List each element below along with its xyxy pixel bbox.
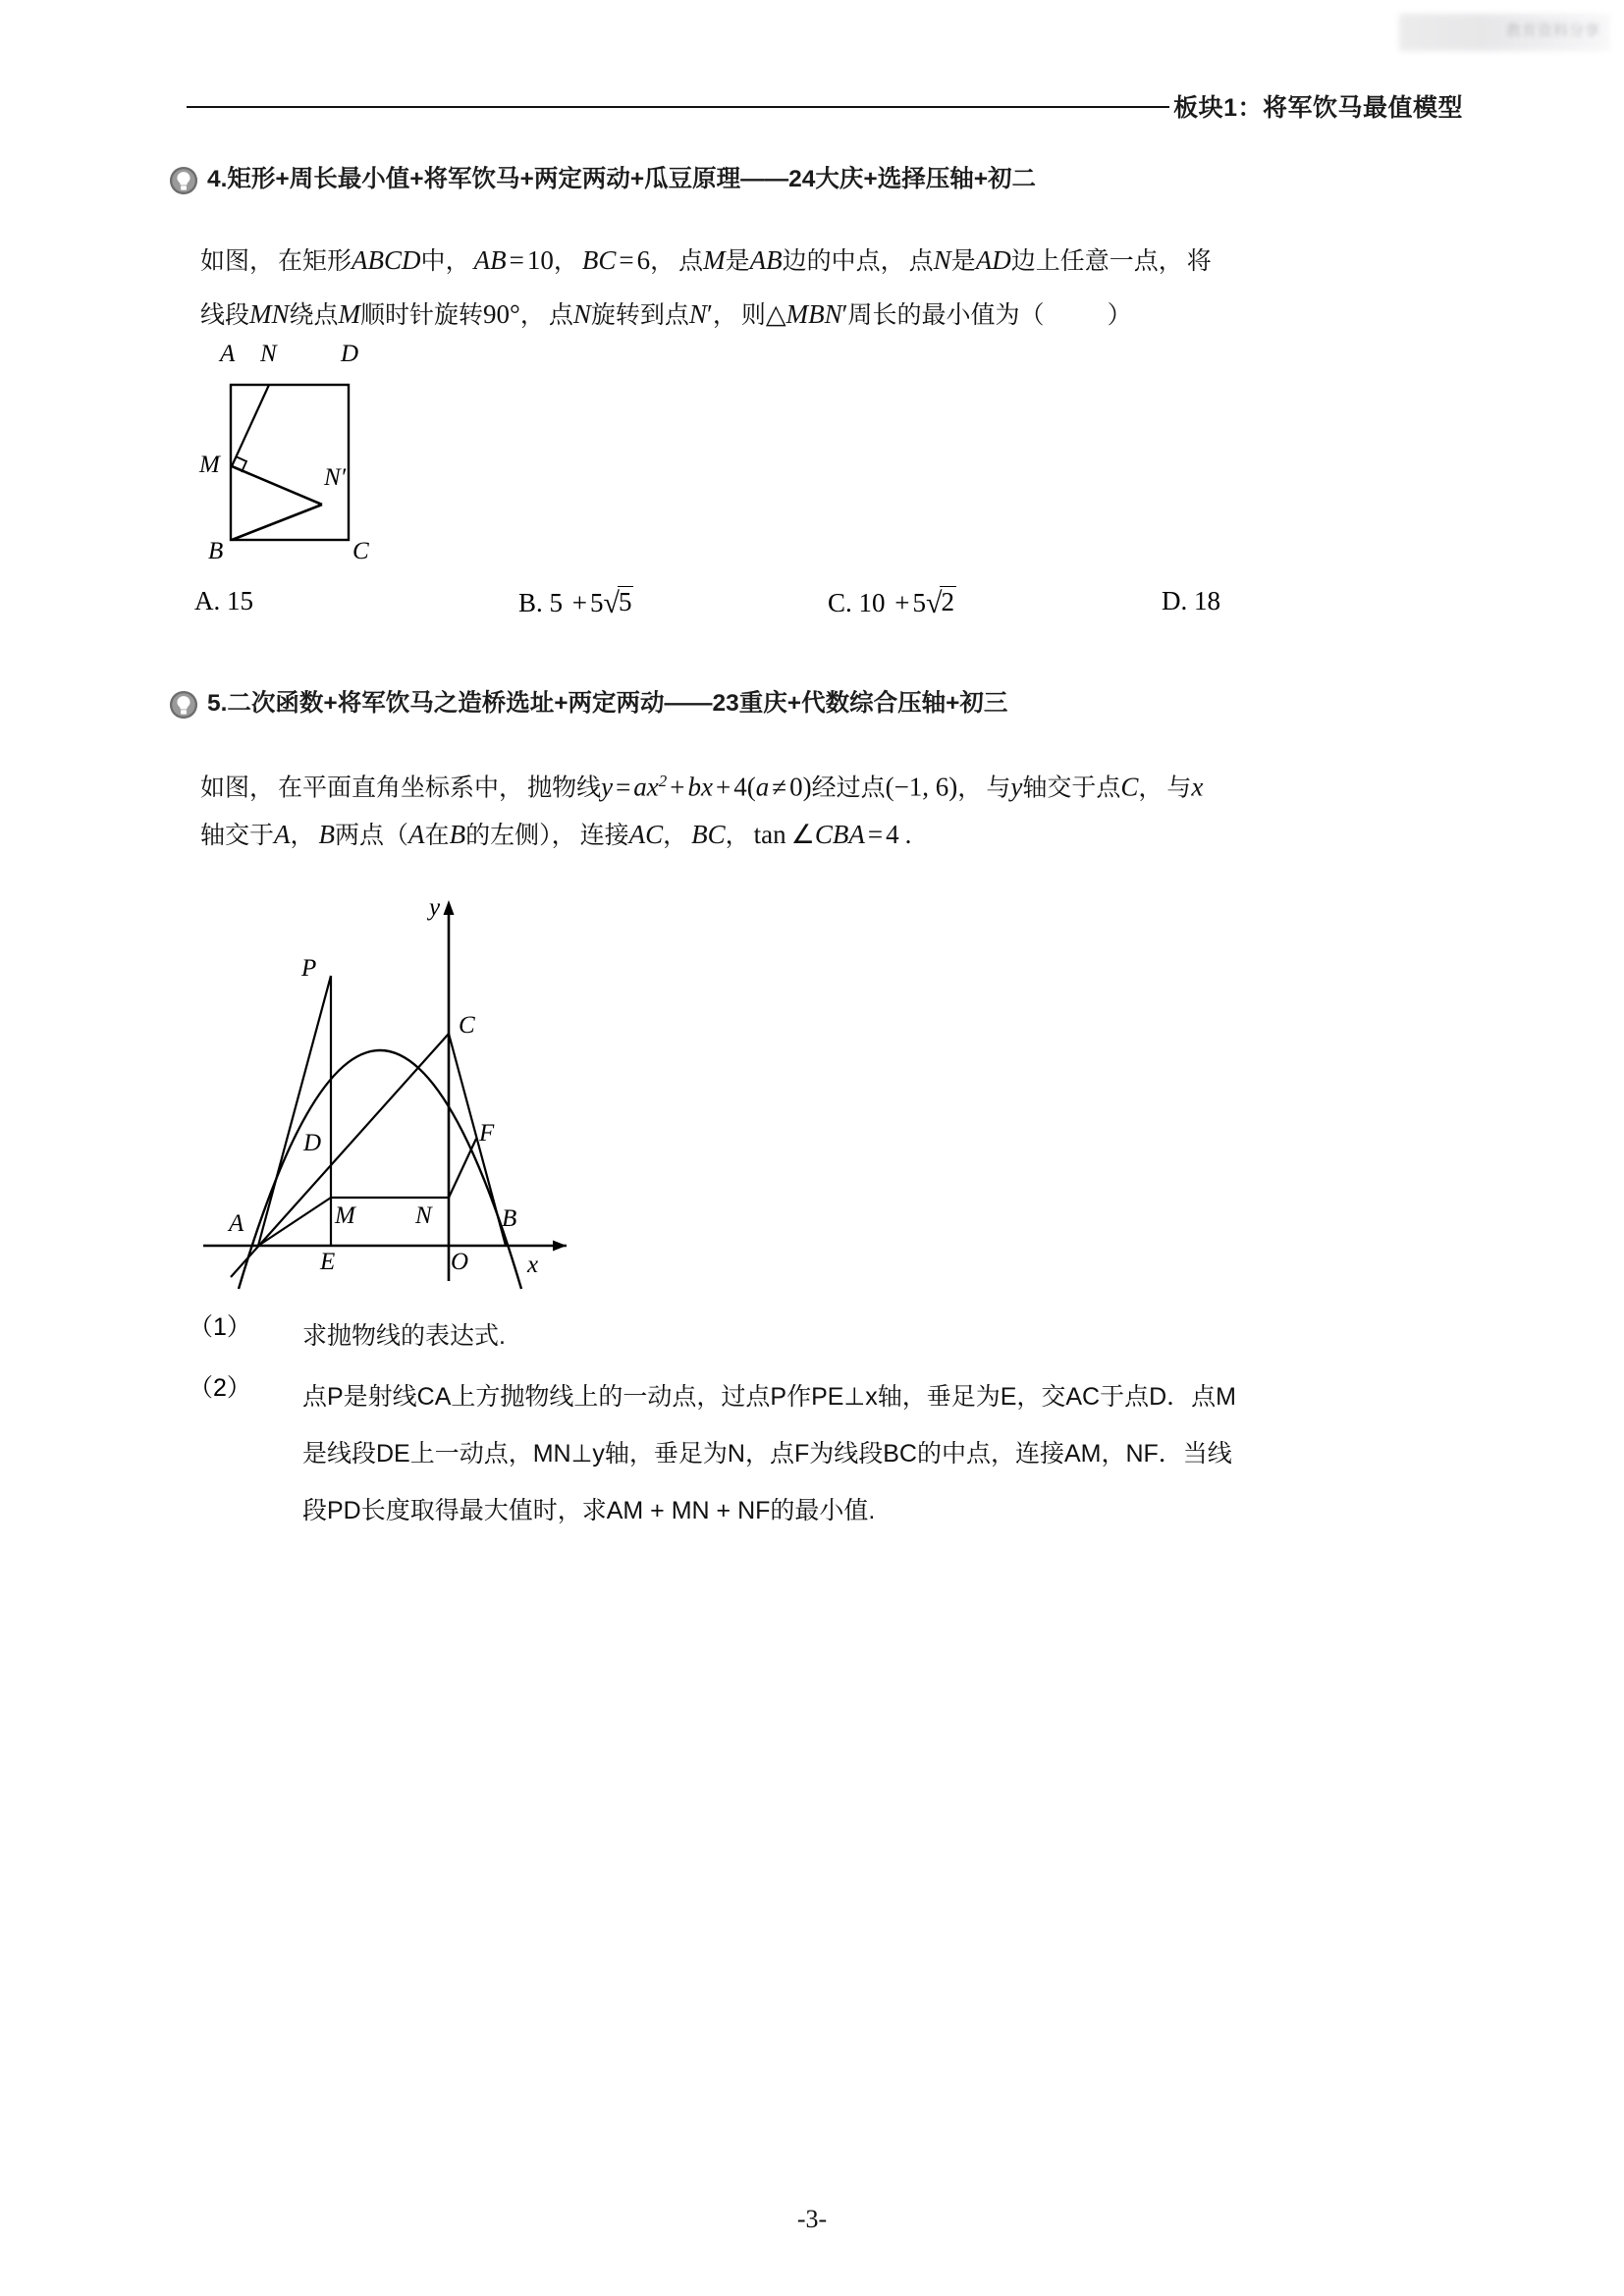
prime-mark: ′ (706, 299, 713, 329)
math-num: 0) (789, 772, 812, 802)
sqrt-icon: √5 (603, 587, 632, 619)
comma: ， (1158, 247, 1183, 275)
text-frag: 点 (678, 247, 704, 275)
text-frag: 点 (908, 247, 934, 275)
sub-question-2-line-1: 点P是射线CA上方抛物线上的一动点，过点P作PE⊥x轴，垂足为E，交AC于点D．点M (302, 1383, 1236, 1411)
math-var: A (274, 820, 291, 849)
math-var: AB (749, 245, 783, 275)
math-var: AD (975, 245, 1011, 275)
math-var: CBA (814, 820, 865, 849)
text-frag: 线段 (200, 301, 250, 329)
figure-label-M: M (199, 452, 220, 478)
math-var: M (338, 299, 361, 329)
problem-4-statement-line-2 (200, 288, 1132, 343)
problem-5-statement-line-1 (200, 754, 1203, 816)
figure-label-N: N (260, 341, 277, 367)
text-frag: 轴交于 (200, 822, 275, 849)
math-var: AC (628, 820, 664, 849)
figure-label-B: B (502, 1205, 517, 1232)
text-frag: 是 (950, 247, 976, 275)
math-var: bx (687, 772, 713, 802)
math-point: (−1, 6) (885, 772, 958, 802)
comma: ， (551, 822, 576, 849)
figure-label-C: C (352, 538, 369, 564)
text-frag: 边上任意一点 (1010, 247, 1159, 275)
text-frag: 边的中点 (782, 247, 881, 275)
angle-symbol: ∠ (790, 820, 815, 849)
text-frag: 顺时针旋转 (360, 301, 484, 329)
option-D-value: 18 (1194, 586, 1220, 615)
option-C[interactable] (828, 586, 956, 619)
problem-4-options (194, 586, 1373, 631)
rectangle-abcd-svg (191, 348, 437, 584)
math-num: 10 (526, 245, 554, 275)
math-var: MN (249, 299, 290, 329)
math-var: N (688, 299, 707, 329)
text-frag: 在平面直角坐标系中 (278, 774, 500, 802)
math-var: x (1191, 772, 1204, 802)
sub-question-2-line-2: 是线段DE上一动点，MN⊥y轴，垂足为N，点F为线段BC的中点，连接AM，NF．当线 (302, 1440, 1232, 1468)
option-C-op: + (894, 588, 910, 617)
sqrt-icon: √2 (926, 587, 954, 619)
math-num: 90 (483, 299, 511, 329)
text-frag: 绕点 (289, 301, 339, 329)
math-op: + (716, 772, 731, 802)
problem-4-title-row (169, 163, 1036, 196)
option-D[interactable] (1162, 586, 1220, 616)
text-frag: 如图 (200, 774, 250, 802)
problem-4-title: 4.矩形+周长最小值+将军饮马+两定两动+瓜豆原理——24大庆+选择压轴+初二 (207, 166, 1037, 192)
comma: ， (1138, 774, 1164, 802)
text-frag: 如图 (200, 247, 250, 275)
math-var: B (318, 820, 336, 849)
text-frag: 轴交于点 (1022, 774, 1121, 802)
option-B[interactable] (518, 586, 633, 619)
figure-label-O: O (451, 1249, 469, 1275)
option-B-key: B. (518, 588, 543, 617)
x-axis-label: x (527, 1252, 539, 1278)
option-D-key: D. (1162, 586, 1188, 615)
comma: ， (650, 247, 676, 275)
text-frag: 则 (740, 301, 766, 329)
problem-5-title: 5.二次函数+将军饮马之造桥选址+两定两动——23重庆+代数综合压轴+初三 (207, 690, 1008, 717)
math-op: = (509, 245, 524, 275)
figure-label-A: A (229, 1210, 244, 1237)
math-function: tan (753, 820, 786, 849)
text-frag: 连接 (579, 822, 629, 849)
rectangle-abcd-figure (191, 341, 437, 584)
comma: ， (249, 247, 275, 275)
math-num: 4 (886, 820, 899, 849)
figure-label-C: C (459, 1012, 475, 1039)
text-frag: 在 (424, 822, 450, 849)
y-axis-label: y (429, 894, 441, 921)
math-var: M (703, 245, 726, 275)
comma: ， (553, 247, 578, 275)
math-var: ax (633, 772, 659, 802)
figure-label-M: M (335, 1202, 355, 1229)
math-var: a (755, 772, 770, 802)
option-A-value: 15 (227, 586, 253, 615)
option-B-lead: 5 (549, 588, 564, 617)
page-number: -3- (796, 2205, 828, 2233)
text-frag: 经过点 (811, 774, 886, 802)
math-var: AB (473, 245, 507, 275)
comma: ， (880, 247, 905, 275)
comma: ， (712, 301, 737, 329)
comma: ， (249, 774, 275, 802)
problem-5-title-row (169, 687, 1007, 721)
header-divider-rule (187, 106, 1169, 108)
figure-label-D: D (341, 341, 359, 367)
comma: ， (663, 822, 688, 849)
option-C-key: C. (828, 588, 852, 617)
math-var: A (408, 820, 425, 849)
option-C-lead: 10 (858, 588, 886, 617)
option-B-coef: 5 (590, 588, 604, 617)
option-C-radicand: 2 (941, 587, 954, 616)
problem-5-statement-line-2 (200, 808, 911, 863)
degree-sign: ° (510, 299, 520, 329)
math-op: ≠ (772, 772, 787, 802)
math-op: = (867, 820, 884, 849)
figure-label-D: D (303, 1130, 322, 1156)
math-op: + (670, 772, 685, 802)
option-A-key: A. (194, 586, 221, 615)
math-exponent: 2 (658, 772, 668, 790)
parabola-coordinate-figure (182, 879, 594, 1291)
lightbulb-icon (169, 690, 198, 720)
text-frag: 周长的最小值为（ (847, 301, 1045, 329)
text-frag: 抛物线 (527, 774, 602, 802)
comma: ， (519, 301, 545, 329)
option-B-op: + (571, 588, 587, 617)
prime-mark: ′ (841, 299, 848, 329)
math-op: = (616, 772, 631, 802)
text-frag: 与 (986, 774, 1011, 802)
math-var: BC (581, 245, 617, 275)
comma: ， (499, 774, 524, 802)
text-frag: 两点（ (335, 822, 409, 849)
math-var: N (572, 299, 591, 329)
text-frag: 中 (420, 247, 446, 275)
text-frag: 将 (1186, 247, 1212, 275)
figure-label-P: P (301, 955, 317, 982)
sub-question-1-marker: （1） (189, 1313, 251, 1341)
figure-label-Nprime: N′ (324, 464, 347, 491)
sub-question-2-line-3: 段PD长度取得最大值时，求AM + MN + NF的最小值. (302, 1497, 876, 1524)
figure-label-E: E (320, 1249, 336, 1275)
comma: ， (290, 822, 315, 849)
math-var: C (1120, 772, 1139, 802)
running-header (187, 86, 1463, 126)
text-frag: 与 (1166, 774, 1192, 802)
text-frag: 的左侧） (465, 822, 552, 849)
math-var: BC (691, 820, 726, 849)
math-num: 4( (733, 772, 756, 802)
math-num: 6 (636, 245, 651, 275)
math-var: y (601, 772, 614, 802)
sub-question-2-marker: （2） (189, 1374, 251, 1402)
figure-label-F: F (479, 1120, 495, 1147)
header-title: 板块1：将军饮马最值模型 (1173, 94, 1463, 122)
text-frag: ） (1107, 301, 1132, 329)
text-frag: 是 (725, 247, 750, 275)
triangle-symbol: △ (765, 299, 786, 329)
figure-label-N: N (415, 1202, 432, 1229)
watermark-text: 教育资料分享 (1505, 23, 1600, 39)
option-B-radicand: 5 (618, 587, 632, 616)
lightbulb-icon (169, 166, 198, 195)
option-C-coef: 5 (912, 588, 926, 617)
sub-question-1-text: 求抛物线的表达式. (302, 1322, 506, 1350)
comma: ， (445, 247, 470, 275)
math-var: N (933, 245, 951, 275)
problem-4-statement-line-1 (200, 234, 1212, 289)
comma: ， (957, 774, 983, 802)
text-frag: 点 (548, 301, 573, 329)
math-var: ABCD (352, 245, 421, 275)
math-var: B (449, 820, 466, 849)
option-A[interactable] (194, 586, 253, 616)
period: . (904, 820, 912, 849)
text-frag: 旋转到点 (590, 301, 689, 329)
comma: ， (725, 822, 750, 849)
text-frag: 在矩形 (278, 247, 352, 275)
math-var: MBN (785, 299, 842, 329)
math-var: y (1010, 772, 1023, 802)
math-op: = (619, 245, 634, 275)
figure-label-A: A (220, 341, 236, 367)
figure-label-B: B (208, 538, 224, 564)
